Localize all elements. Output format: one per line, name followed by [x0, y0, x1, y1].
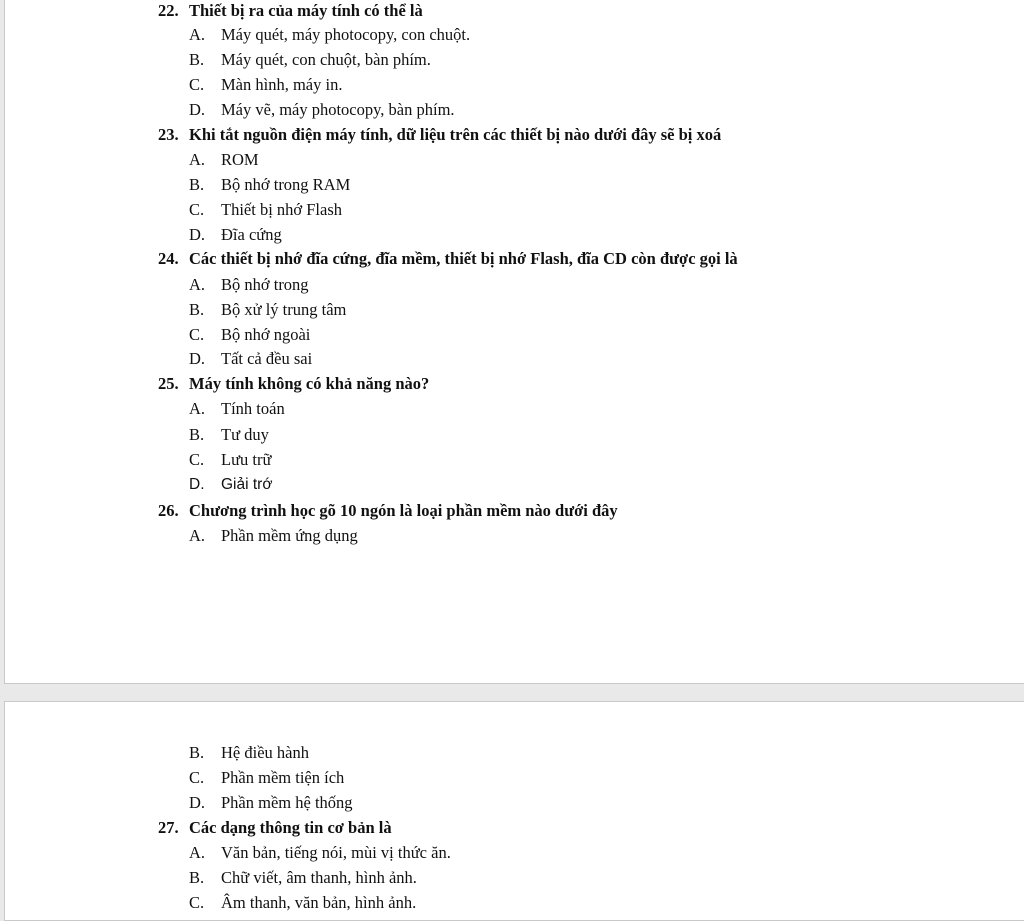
- question-27-option-a: A. Văn bản, tiếng nói, mùi vị thức ăn.: [189, 843, 451, 862]
- question-26-option-a: A. Phần mềm ứng dụng: [189, 526, 358, 545]
- question-25-option-a: A. Tính toán: [189, 399, 285, 418]
- question-number: 26.: [158, 501, 179, 520]
- question-24-option-d: D. Tất cả đều sai: [189, 349, 313, 368]
- question-24-option-b: B. Bộ xử lý trung tâm: [189, 300, 347, 319]
- question-text: Chương trình học gõ 10 ngón là loại phần mềm nào dưới đây: [189, 501, 618, 520]
- question-26-option-d: D. Phần mềm hệ thống: [189, 793, 353, 812]
- question-number: 25.: [158, 374, 179, 393]
- question-number: 23.: [158, 125, 179, 144]
- question-26-title: [158, 501, 618, 521]
- question-number: 27.: [158, 818, 179, 837]
- question-26-option-b: B. Hệ điều hành: [189, 743, 309, 762]
- question-25-option-b: B. Tư duy: [189, 425, 269, 444]
- question-23-option-a: A. ROM: [189, 150, 259, 169]
- question-27-option-b: B. Chữ viết, âm thanh, hình ảnh.: [189, 868, 417, 887]
- question-25-title: [158, 374, 429, 394]
- question-22-title: [158, 1, 423, 21]
- question-25-option-d: D. Giải trớ: [189, 476, 273, 493]
- question-23-title: [158, 125, 721, 145]
- question-22-option-d: D. Máy vẽ, máy photocopy, bàn phím.: [189, 100, 455, 119]
- document-page-2: [4, 701, 1024, 921]
- question-27-option-c: C. Âm thanh, văn bản, hình ảnh.: [189, 893, 417, 912]
- question-26-option-c: C. Phần mềm tiện ích: [189, 768, 345, 787]
- question-number: 24.: [158, 249, 179, 268]
- question-text: Máy tính không có khả năng nào?: [189, 374, 430, 393]
- question-23-option-b: B. Bộ nhớ trong RAM: [189, 175, 351, 194]
- question-22-option-c: C. Màn hình, máy in.: [189, 75, 343, 94]
- question-24-title: [158, 249, 738, 269]
- question-text: Thiết bị ra của máy tính có thể là: [189, 1, 423, 20]
- question-24-option-a: A. Bộ nhớ trong: [189, 275, 309, 294]
- document-page-1: [4, 0, 1024, 684]
- question-text: Các dạng thông tin cơ bản là: [189, 818, 392, 837]
- question-number: 22.: [158, 1, 179, 20]
- question-22-option-b: B. Máy quét, con chuột, bàn phím.: [189, 50, 431, 69]
- question-27-title: [158, 818, 392, 838]
- question-23-option-c: C. Thiết bị nhớ Flash: [189, 200, 343, 219]
- question-text: Khi tắt nguồn điện máy tính, dữ liệu trên các thiết bị nào dưới đây sẽ bị xoá: [189, 125, 722, 144]
- question-25-option-c: C. Lưu trữ: [189, 450, 272, 469]
- question-24-option-c: C. Bộ nhớ ngoài: [189, 325, 311, 344]
- question-text: Các thiết bị nhớ đĩa cứng, đĩa mềm, thiết bị nhớ Flash, đĩa CD còn được gọi là: [189, 249, 738, 268]
- question-23-option-d: D. Đĩa cứng: [189, 225, 282, 244]
- question-22-option-a: A. Máy quét, máy photocopy, con chuột.: [189, 25, 471, 44]
